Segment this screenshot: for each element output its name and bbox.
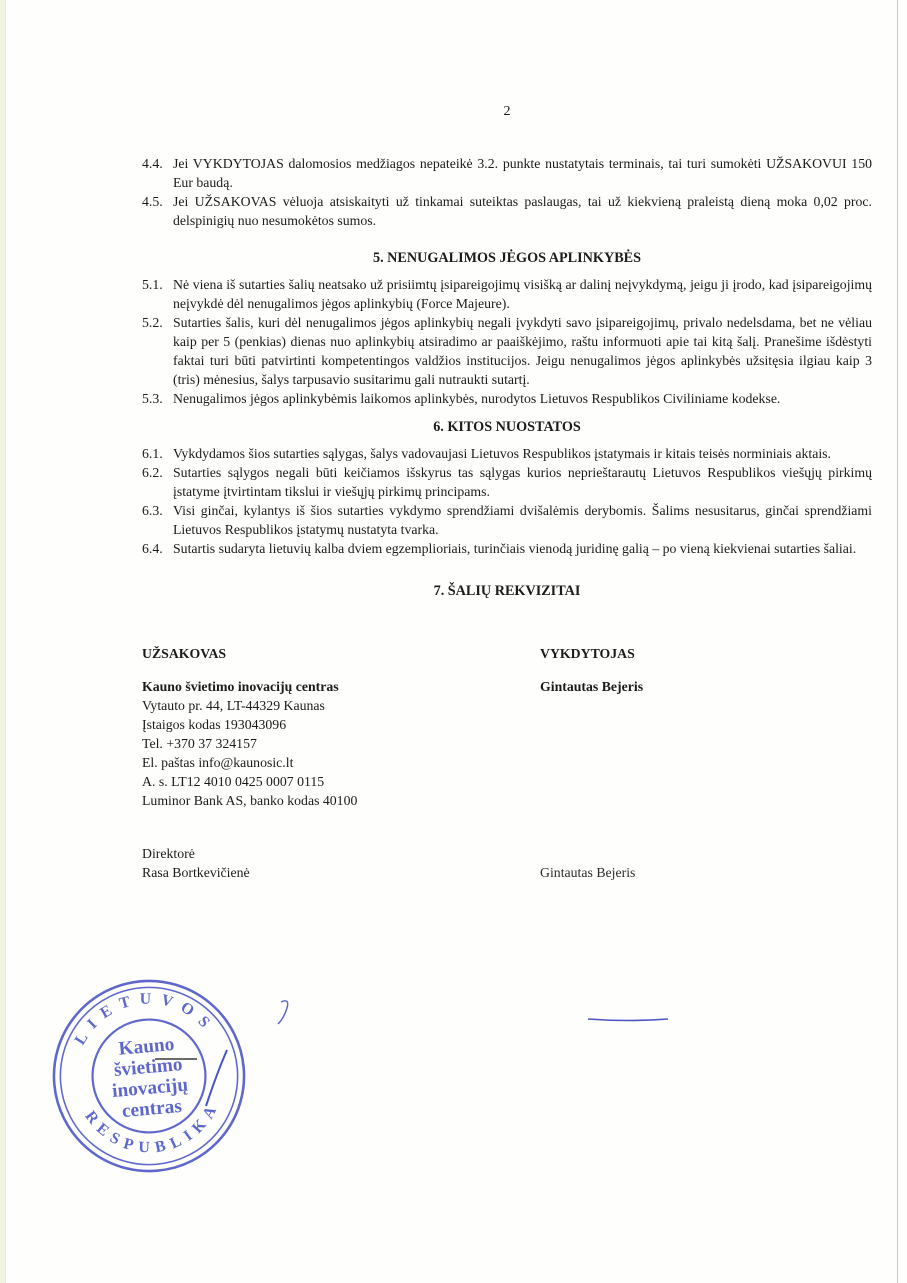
clause-item [142, 389, 872, 408]
clause-item [142, 275, 872, 313]
contractor-signature-underline [588, 1019, 668, 1021]
clause-number: 5.2. [142, 315, 163, 330]
scan-right-edge [897, 0, 898, 1283]
clause-text: Jei UŽSAKOVAS vėluoja atsiskaityti už tinkamai suteiktas paslaugas, tai už kiekvieną praleistą dieną moka 0,02 proc. delspinigių nuo nesumokėtos sumos. [173, 194, 872, 228]
section-6-heading: 6. KITOS NUOSTATOS [433, 419, 581, 435]
clause-text: Vykdydamos šios sutarties sąlygas, šalys vadovaujasi Lietuvos Respublikos įstatymais ir kitais teisės norminiais aktais. [173, 446, 831, 461]
stamp-center-line-2: švietimo [113, 1054, 184, 1082]
clause-number: 6.4. [142, 541, 163, 556]
clauses-section-4 [142, 154, 872, 230]
clause-text: Jei VYKDYTOJAS dalomosios medžiagos nepateikė 3.2. punkte nustatytais terminais, tai turi sumokėti UŽSAKOVUI 150 Eur baudą. [173, 156, 872, 190]
clause-text: Sutarties šalis, kuri dėl nenugalimos jėgos aplinkybių negali įvykdyti savo įsipareigojimų, privalo nedelsdama, bet ne vėliau kaip per 5 (penkias) dienas nuo aplinkybių atsiradimo ar paaiškėjimo, raštu informuoti apie tai kitą šalį. Pranešime išdėstyti faktai turi būti patvirtinti kompetentingos valdžios institucijos. Jeigu nenugalimos jėgos aplinkybės užsitęsia ilgiau kaip 3 (tris) mėnesius, šalys tarpusavio susitarimu gali nutraukti sutartį. [173, 315, 872, 387]
contractor-name: Gintautas Bejeris [540, 679, 644, 694]
clause-number: 5.3. [142, 391, 163, 406]
clause-item [142, 313, 872, 389]
page-number: 2 [503, 104, 511, 119]
clause-item [142, 539, 872, 558]
clause-item [142, 192, 872, 230]
clause-item [142, 444, 872, 463]
clause-text: Nė viena iš sutarties šalių neatsako už prisiimtų įsipareigojimų visišką ar dalinį neįvykdymą, jeigu ji įrodo, kad įsipareigojimų neįvykdė dėl nenugalimos jėgos aplinkybių (Force Majeure). [173, 277, 872, 311]
clause-number: 6.2. [142, 465, 163, 480]
customer-email: El. paštas info@kaunosic.lt [142, 755, 294, 770]
customer-signature-block [142, 844, 540, 882]
clause-number: 4.5. [142, 194, 163, 209]
stamp-center-text [108, 1033, 191, 1123]
contractor-signature-block [540, 863, 872, 882]
clauses-section-6 [142, 444, 872, 558]
document-content [142, 0, 872, 882]
stamp-center-line-4: centras [121, 1095, 183, 1123]
contractor-column [540, 644, 872, 810]
contractor-signature-name: Gintautas Bejeris [540, 865, 636, 880]
clause-item [142, 463, 872, 501]
stamp-ring-top-text: LIETUVOS [71, 990, 219, 1049]
clause-number: 6.1. [142, 446, 163, 461]
clause-item [142, 501, 872, 539]
official-stamp [42, 969, 257, 1184]
clause-text: Visi ginčai, kylantys iš šios sutarties vykdymo sprendžiami dvišalėmis derybomis. Šalims nesusitarus, ginčai sprendžiami Lietuvos Respublikos įstatymų nustatyta tvarka. [173, 503, 872, 537]
contractor-role-label: VYKDYTOJAS [540, 646, 635, 661]
clause-text: Sutarties sąlygos negali būti keičiamos išskyrus tas sąlygas kurios neprieštarautų Lietuvos Respublikos viešųjų pirkimų įstatyme įtvirtintam tikslui ir viešųjų pirkimų principams. [173, 465, 872, 499]
customer-signer-name: Rasa Bortkevičienė [142, 865, 250, 880]
customer-signer-role: Direktorė [142, 846, 195, 861]
customer-address: Vytauto pr. 44, LT-44329 Kaunas [142, 698, 325, 713]
customer-phone: Tel. +370 37 324157 [142, 736, 257, 751]
clause-item [142, 154, 872, 192]
section-7-heading: 7. ŠALIŲ REKVIZITAI [433, 583, 581, 599]
customer-company-code: Įstaigos kodas 193043096 [142, 717, 287, 732]
clause-text: Sutartis sudaryta lietuvių kalba dviem egzemplioriais, turinčiais vienodą juridinę galią – po vieną kiekvienai sutarties šaliai. [173, 541, 857, 556]
scan-left-edge [0, 0, 6, 1283]
stamp-center-line-1: Kauno [117, 1033, 176, 1060]
customer-signature-flourish [278, 1001, 288, 1024]
clause-number: 6.3. [142, 503, 163, 518]
clause-text: Nenugalimos jėgos aplinkybėmis laikomos aplinkybės, nurodytos Lietuvos Respublikos Civiliniame kodekse. [173, 391, 781, 406]
section-5-heading: 5. NENUGALIMOS JĖGOS APLINKYBĖS [372, 250, 642, 266]
customer-bank-account: A. s. LT12 4010 0425 0007 0115 [142, 774, 325, 789]
customer-column [142, 644, 540, 810]
customer-role-label: UŽSAKOVAS [142, 646, 227, 661]
customer-bank: Luminor Bank AS, banko kodas 40100 [142, 793, 358, 808]
stamp-center-line-3: inovacijų [111, 1074, 189, 1103]
clause-number: 5.1. [142, 277, 163, 292]
requisites-row [142, 644, 872, 810]
stamp-ring-bottom-text: RESPUBLIKA [81, 1098, 223, 1157]
stamp-graphic [42, 969, 257, 1184]
clause-number: 4.4. [142, 156, 163, 171]
signature-row [142, 844, 872, 882]
clauses-section-5 [142, 275, 872, 408]
customer-name: Kauno švietimo inovacijų centras [142, 679, 339, 694]
